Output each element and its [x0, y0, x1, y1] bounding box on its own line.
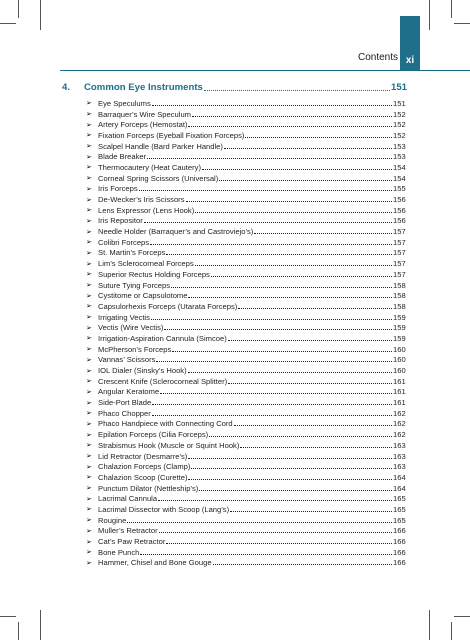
toc-entry-page: 153 [393, 141, 406, 151]
toc-entry-label: Eye Speculums [98, 98, 151, 108]
toc-entry-label: Rougine [98, 515, 127, 525]
dot-leader [166, 543, 392, 544]
toc-entry[interactable] [86, 419, 405, 430]
arrow-bullet-icon: ➢ [86, 356, 92, 364]
toc-entry-label: IOL Dialer (Sinsky’s Hook) [98, 366, 187, 376]
toc-entry[interactable] [86, 397, 405, 408]
toc-entry[interactable] [86, 258, 405, 269]
toc-entry-page: 164 [393, 472, 406, 482]
toc-entry[interactable] [86, 301, 405, 312]
toc-entry[interactable] [86, 387, 405, 398]
toc-entry-label: Phaco Handpiece with Connecting Cord [98, 419, 233, 429]
arrow-bullet-icon: ➢ [86, 314, 92, 322]
toc-entry-label: Vectis (Wire Vectis) [98, 323, 164, 333]
toc-entry-label: Blade Breaker [98, 152, 147, 162]
arrow-bullet-icon: ➢ [86, 367, 92, 375]
dot-leader [188, 297, 392, 298]
toc-entry-label: Epilation Forceps (Cilia Forceps) [98, 430, 209, 440]
toc-entry[interactable] [86, 536, 405, 547]
toc-entry[interactable] [86, 98, 405, 109]
toc-entry[interactable] [86, 504, 405, 515]
dot-leader [224, 148, 392, 149]
toc-entry[interactable] [86, 376, 405, 387]
toc-entry-label: Irrigating Vectis [98, 312, 150, 322]
toc-entry[interactable] [86, 355, 405, 366]
arrow-bullet-icon: ➢ [86, 442, 92, 450]
arrow-bullet-icon: ➢ [86, 378, 92, 386]
arrow-bullet-icon: ➢ [86, 506, 92, 514]
toc-entry[interactable] [86, 109, 405, 120]
arrow-bullet-icon: ➢ [86, 527, 92, 535]
toc-entry-label: Lacrimal Cannula [98, 494, 158, 504]
toc-entry[interactable] [86, 440, 405, 451]
dot-leader [204, 90, 390, 91]
toc-entry-label: Muller’s Retractor [98, 526, 158, 536]
toc-entry-page: 156 [393, 216, 406, 226]
toc-entry-page: 161 [393, 387, 406, 397]
toc-entry-label: Lim’s Sclerocorneal Forceps [98, 259, 194, 269]
crop-mark [454, 23, 470, 24]
arrow-bullet-icon: ➢ [86, 559, 92, 567]
toc-entry[interactable] [86, 526, 405, 537]
arrow-bullet-icon: ➢ [86, 143, 92, 151]
arrow-bullet-icon: ➢ [86, 324, 92, 332]
toc-entry-page: 155 [393, 184, 406, 194]
arrow-bullet-icon: ➢ [86, 517, 92, 525]
toc-entry-page: 161 [393, 376, 406, 386]
arrow-bullet-icon: ➢ [86, 185, 92, 193]
chapter-title: Common Eye Instruments [84, 81, 203, 93]
toc-entry[interactable] [86, 333, 405, 344]
toc-entry-label: Needle Holder (Barraquer’s and Castroviejo’s) [98, 227, 254, 237]
crop-mark [429, 610, 430, 640]
toc-entry-label: Cat’s Paw Retractor [98, 537, 166, 547]
toc-entry-page: 164 [393, 483, 406, 493]
dot-leader [199, 490, 392, 491]
arrow-bullet-icon: ➢ [86, 121, 92, 129]
toc-entry[interactable] [86, 216, 405, 227]
dot-leader [228, 383, 392, 384]
toc-entry-page: 163 [393, 451, 406, 461]
toc-entry[interactable] [86, 280, 405, 291]
toc-entry-page: 152 [393, 109, 406, 119]
toc-entry-label: Corneal Spring Scissors (Universal) [98, 173, 219, 183]
toc-entry-page: 159 [393, 312, 406, 322]
dot-leader [159, 532, 392, 533]
dot-leader [150, 244, 392, 245]
toc-entry-page: 163 [393, 462, 406, 472]
toc-entry[interactable] [86, 451, 405, 462]
chapter-number: 4. [62, 81, 71, 93]
arrow-bullet-icon: ➢ [86, 485, 92, 493]
arrow-bullet-icon: ➢ [86, 292, 92, 300]
toc-entry[interactable] [86, 344, 405, 355]
dot-leader [166, 254, 392, 255]
toc-entry[interactable] [86, 547, 405, 558]
dot-leader [152, 415, 392, 416]
arrow-bullet-icon: ➢ [86, 282, 92, 290]
arrow-bullet-icon: ➢ [86, 132, 92, 140]
chapter-heading [62, 80, 408, 94]
toc-entry[interactable] [86, 184, 405, 195]
toc-entry-label: Thermocautery (Heat Cautery) [98, 162, 201, 172]
toc-entry-label: Barraquer’s Wire Speculum [98, 109, 191, 119]
toc-entry-page: 165 [393, 494, 406, 504]
toc-entry-page: 159 [393, 323, 406, 333]
toc-entry[interactable] [86, 141, 405, 152]
dot-leader [195, 212, 392, 213]
dot-leader [192, 116, 392, 117]
dot-leader [156, 361, 392, 362]
toc-entry-label: Lens Expressor (Lens Hook) [98, 205, 195, 215]
arrow-bullet-icon: ➢ [86, 207, 92, 215]
arrow-bullet-icon: ➢ [86, 175, 92, 183]
arrow-bullet-icon: ➢ [86, 217, 92, 225]
dot-leader [139, 190, 392, 191]
arrow-bullet-icon: ➢ [86, 260, 92, 268]
toc-entry-label: Colibri Forceps [98, 237, 150, 247]
toc-entry-label: St. Martin’s Forceps [98, 248, 166, 258]
dot-leader [158, 500, 392, 501]
arrow-bullet-icon: ➢ [86, 474, 92, 482]
toc-entry[interactable] [86, 365, 405, 376]
toc-entry-label: Crescent Knife (Sclerocorneal Splitter) [98, 376, 228, 386]
toc-entry[interactable] [86, 248, 405, 259]
dot-leader [140, 554, 392, 555]
toc-entry-page: 162 [393, 419, 406, 429]
toc-entry-page: 156 [393, 205, 406, 215]
arrow-bullet-icon: ➢ [86, 495, 92, 503]
toc-entry[interactable] [86, 408, 405, 419]
toc-entry-page: 157 [393, 248, 406, 258]
toc-entry-label: Strabismus Hook (Muscle or Squint Hook) [98, 440, 240, 450]
toc-entry[interactable] [86, 322, 405, 333]
arrow-bullet-icon: ➢ [86, 249, 92, 257]
toc-entry[interactable] [86, 515, 405, 526]
toc-entry-page: 166 [393, 547, 406, 557]
dot-leader [238, 308, 392, 309]
crop-mark [40, 0, 41, 30]
dot-leader [254, 233, 392, 234]
toc-entry[interactable] [86, 162, 405, 173]
dot-leader [240, 447, 392, 448]
dot-leader [152, 105, 392, 106]
dot-leader [127, 522, 392, 523]
arrow-bullet-icon: ➢ [86, 111, 92, 119]
toc-entry-label: Artery Forceps (Hemostat) [98, 120, 188, 130]
dot-leader [191, 468, 392, 469]
toc-entry-label: Chalazion Forceps (Clamp) [98, 462, 191, 472]
arrow-bullet-icon: ➢ [86, 196, 92, 204]
toc-entry-label: Angular Keratome [98, 387, 160, 397]
dot-leader [234, 425, 392, 426]
crop-mark [454, 616, 470, 617]
toc-entry[interactable] [86, 429, 405, 440]
toc-entry-label: Bone Punch [98, 547, 140, 557]
toc-entry-page: 158 [393, 291, 406, 301]
crop-mark [0, 23, 16, 24]
toc-entry-label: Suture Tying Forceps [98, 280, 171, 290]
arrow-bullet-icon: ➢ [86, 453, 92, 461]
dot-leader [164, 329, 392, 330]
toc-entry-page: 157 [393, 259, 406, 269]
arrow-bullet-icon: ➢ [86, 388, 92, 396]
toc-entry[interactable] [86, 312, 405, 323]
arrow-bullet-icon: ➢ [86, 549, 92, 557]
toc-entry-label: Vannas’ Scissors [98, 355, 156, 365]
toc-entry-label: De-Wecker’s Iris Scissors [98, 195, 185, 205]
dot-leader [160, 393, 392, 394]
toc-entry[interactable] [86, 130, 405, 141]
arrow-bullet-icon: ➢ [86, 303, 92, 311]
crop-mark [0, 616, 16, 617]
toc-entry-page: 165 [393, 504, 406, 514]
arrow-bullet-icon: ➢ [86, 271, 92, 279]
toc-entry-page: 162 [393, 430, 406, 440]
dot-leader [213, 564, 392, 565]
toc-entry-page: 154 [393, 162, 406, 172]
arrow-bullet-icon: ➢ [86, 100, 92, 108]
dot-leader [228, 340, 392, 341]
dot-leader [211, 276, 392, 277]
toc-entry-page: 153 [393, 152, 406, 162]
toc-entry-label: Fixation Forceps (Eyeball Fixation Forceps) [98, 130, 245, 140]
page-number: xi [405, 55, 415, 66]
running-header: Contents [357, 52, 398, 63]
toc-entry[interactable] [86, 205, 405, 216]
dot-leader [202, 169, 392, 170]
toc-entry[interactable] [86, 290, 405, 301]
toc-entry-page: 157 [393, 237, 406, 247]
toc-entry-label: Chalazion Scoop (Curette) [98, 472, 188, 482]
arrow-bullet-icon: ➢ [86, 346, 92, 354]
toc-entry-page: 160 [393, 366, 406, 376]
toc-entry-label: Iris Forceps [98, 184, 138, 194]
toc-entry-page: 158 [393, 280, 406, 290]
toc-entry-label: Irrigation-Aspiration Cannula (Simcoe) [98, 333, 227, 343]
dot-leader [171, 287, 392, 288]
toc-entry-label: Side-Port Blade [98, 398, 152, 408]
crop-mark [451, 622, 452, 640]
toc-entry[interactable] [86, 151, 405, 162]
toc-entry-page: 166 [393, 537, 406, 547]
dot-leader [188, 458, 392, 459]
toc-entry-page: 166 [393, 558, 406, 568]
toc-entry[interactable] [86, 173, 405, 184]
toc-entry-page: 156 [393, 195, 406, 205]
toc-entry-label: Cystitome or Capsulotome [98, 291, 188, 301]
toc-entry[interactable] [86, 194, 405, 205]
header-rule [60, 70, 470, 71]
toc-entry-label: Iris Repositor [98, 216, 143, 226]
dot-leader [152, 404, 392, 405]
dot-leader [172, 351, 392, 352]
toc-entry-page: 152 [393, 120, 406, 130]
toc-list [86, 98, 405, 568]
toc-entry-label: Lacrimal Dissector with Scoop (Lang’s) [98, 504, 230, 514]
dot-leader [209, 436, 392, 437]
dot-leader [151, 319, 392, 320]
toc-entry[interactable] [86, 237, 405, 248]
dot-leader [195, 265, 392, 266]
toc-entry[interactable] [86, 269, 405, 280]
dot-leader [230, 511, 392, 512]
crop-mark [18, 622, 19, 640]
toc-entry-page: 154 [393, 173, 406, 183]
toc-entry-page: 160 [393, 344, 406, 354]
toc-entry[interactable] [86, 461, 405, 472]
toc-entry-page: 157 [393, 269, 406, 279]
toc-entry[interactable] [86, 472, 405, 483]
arrow-bullet-icon: ➢ [86, 335, 92, 343]
chapter-page: 151 [391, 81, 408, 93]
crop-mark [429, 0, 430, 30]
crop-mark [451, 0, 452, 18]
toc-entry[interactable] [86, 226, 405, 237]
toc-entry-label: Capsulorhexis Forceps (Utarata Forceps) [98, 301, 238, 311]
dot-leader [186, 201, 393, 202]
toc-entry-page: 159 [393, 333, 406, 343]
dot-leader [188, 479, 392, 480]
crop-mark [40, 610, 41, 640]
arrow-bullet-icon: ➢ [86, 399, 92, 407]
toc-entry-page: 160 [393, 355, 406, 365]
arrow-bullet-icon: ➢ [86, 538, 92, 546]
dot-leader [245, 137, 392, 138]
toc-entry-label: Punctum Dilator (Nettleship’s) [98, 483, 199, 493]
arrow-bullet-icon: ➢ [86, 164, 92, 172]
page-number-tab [400, 16, 420, 71]
toc-entry[interactable] [86, 483, 405, 494]
dot-leader [147, 158, 392, 159]
toc-entry-page: 161 [393, 398, 406, 408]
arrow-bullet-icon: ➢ [86, 420, 92, 428]
toc-entry-label: Hammer, Chisel and Bone Gouge [98, 558, 212, 568]
dot-leader [188, 372, 392, 373]
toc-entry[interactable] [86, 493, 405, 504]
dot-leader [188, 126, 392, 127]
toc-entry-page: 157 [393, 227, 406, 237]
arrow-bullet-icon: ➢ [86, 463, 92, 471]
toc-entry-label: Phaco Chopper [98, 408, 151, 418]
crop-mark [18, 0, 19, 18]
dot-leader [219, 180, 392, 181]
toc-entry-page: 151 [393, 98, 406, 108]
toc-entry[interactable] [86, 558, 405, 569]
arrow-bullet-icon: ➢ [86, 431, 92, 439]
toc-entry-page: 162 [393, 408, 406, 418]
toc-entry[interactable] [86, 119, 405, 130]
toc-entry-page: 163 [393, 440, 406, 450]
toc-entry-label: Lid Retractor (Desmarre’s) [98, 451, 188, 461]
toc-entry-label: Scalpel Handle (Bard Parker Handle) [98, 141, 223, 151]
arrow-bullet-icon: ➢ [86, 153, 92, 161]
toc-entry-page: 152 [393, 130, 406, 140]
arrow-bullet-icon: ➢ [86, 239, 92, 247]
toc-entry-page: 166 [393, 526, 406, 536]
arrow-bullet-icon: ➢ [86, 410, 92, 418]
dot-leader [144, 222, 392, 223]
toc-entry-page: 158 [393, 301, 406, 311]
toc-entry-label: McPherson’s Forceps [98, 344, 172, 354]
toc-entry-page: 165 [393, 515, 406, 525]
toc-entry-label: Superior Rectus Holding Forceps [98, 269, 210, 279]
arrow-bullet-icon: ➢ [86, 228, 92, 236]
